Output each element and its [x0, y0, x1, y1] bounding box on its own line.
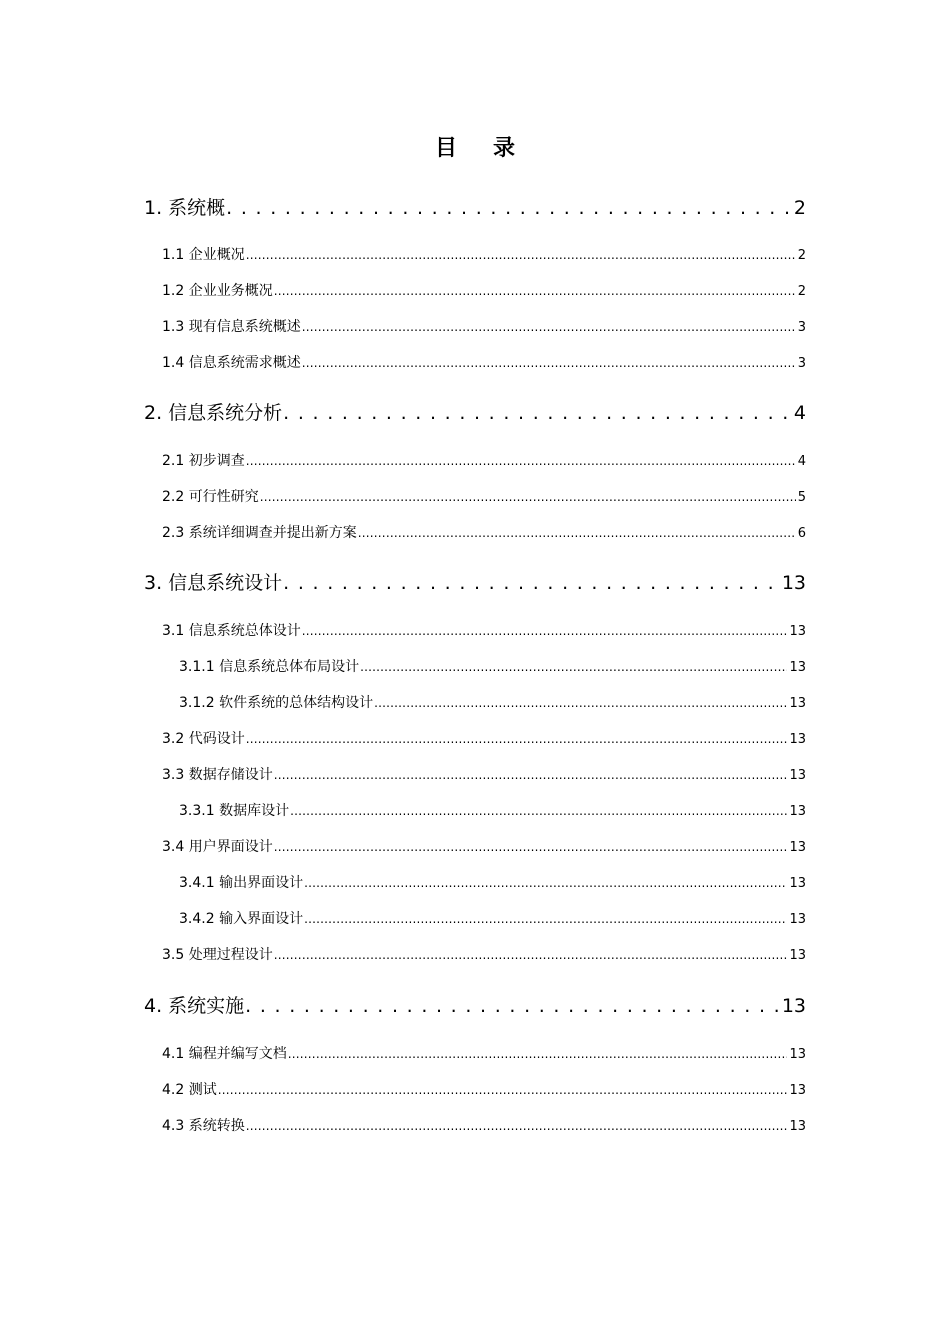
dot-leader: [302, 353, 796, 367]
toc-entry-section-4-1[interactable]: [162, 1044, 806, 1064]
dot-leader: [246, 451, 796, 465]
toc-entry-section-2-1[interactable]: [162, 451, 806, 471]
toc-entry-label: 3.3 数据存储设计: [162, 767, 273, 783]
toc-entry-page: 13: [789, 876, 806, 891]
toc-entry-label: 1. 系统概: [144, 197, 226, 219]
toc-entry-label: 4.3 系统转换: [162, 1118, 245, 1134]
toc-entry-label: 4.2 测试: [162, 1082, 217, 1098]
toc-entry-page: 3: [797, 356, 806, 371]
toc-entry-label: 2.2 可行性研究: [162, 489, 259, 505]
dot-leader: [374, 693, 787, 707]
toc-entry-section-3-1[interactable]: [162, 621, 806, 641]
toc-entry-label: 4.1 编程并编写文档: [162, 1046, 287, 1062]
toc-entry-section-3-3[interactable]: [162, 765, 806, 785]
toc-entry-page: 13: [789, 912, 806, 927]
toc-entry-section-4-2[interactable]: [162, 1080, 806, 1100]
toc-entry-page: 2: [797, 284, 806, 299]
dot-leader: [245, 993, 780, 1012]
toc-entry-page: 13: [789, 840, 806, 855]
toc-entry-label: 3. 信息系统设计: [144, 572, 283, 594]
dot-leader: [283, 400, 792, 419]
toc-entry-page: 13: [789, 948, 806, 963]
toc-entry-chapter-3[interactable]: [144, 570, 806, 596]
toc-entry-subsection-3-4-1[interactable]: [179, 873, 806, 893]
toc-entry-label: 3.1.2 软件系统的总体结构设计: [179, 695, 374, 711]
toc-entry-label: 3.4 用户界面设计: [162, 839, 273, 855]
toc-entry-section-2-3[interactable]: [162, 523, 806, 543]
toc-entry-label: 2. 信息系统分析: [144, 402, 283, 424]
toc-entry-chapter-2[interactable]: [144, 400, 806, 426]
toc-entry-label: 3.4.1 输出界面设计: [179, 875, 304, 891]
dot-leader: [274, 945, 788, 959]
toc-entry-chapter-4[interactable]: [144, 993, 806, 1019]
toc-entry-page: 13: [789, 732, 806, 747]
toc-entry-subsection-3-4-2[interactable]: [179, 909, 806, 929]
toc-entry-page: 2: [793, 197, 806, 219]
toc-entry-label: 1.4 信息系统需求概述: [162, 355, 301, 371]
toc-entry-section-1-4[interactable]: [162, 353, 806, 373]
dot-leader: [358, 523, 796, 537]
toc-entry-label: 3.2 代码设计: [162, 731, 245, 747]
toc-entry-section-3-2[interactable]: [162, 729, 806, 749]
toc-entry-label: 1.2 企业业务概况: [162, 283, 273, 299]
toc-entry-label: 1.3 现有信息系统概述: [162, 319, 301, 335]
dot-leader: [274, 837, 788, 851]
toc-entry-label: 3.5 处理过程设计: [162, 947, 273, 963]
toc-entry-page: 6: [797, 526, 806, 541]
dot-leader: [226, 195, 792, 214]
dot-leader: [274, 765, 788, 779]
dot-leader: [290, 801, 787, 815]
dot-leader: [288, 1044, 788, 1058]
toc-entry-page: 4: [797, 454, 806, 469]
toc-entry-label: 3.3.1 数据库设计: [179, 803, 290, 819]
dot-leader: [246, 245, 796, 259]
toc-entry-label: 3.1.1 信息系统总体布局设计: [179, 659, 360, 675]
dot-leader: [302, 621, 788, 635]
toc-title-char-1: 目: [434, 135, 457, 161]
toc-entry-section-3-4[interactable]: [162, 837, 806, 857]
toc-entry-page: 13: [781, 995, 806, 1017]
toc-entry-page: 13: [789, 1047, 806, 1062]
toc-entry-page: 4: [793, 402, 806, 424]
toc-entry-page: 13: [789, 696, 806, 711]
dot-leader: [260, 487, 796, 501]
dot-leader: [302, 317, 796, 331]
toc-entry-subsection-3-1-1[interactable]: [179, 657, 806, 677]
toc-entry-section-4-3[interactable]: [162, 1116, 806, 1136]
toc-entry-page: 13: [781, 572, 806, 594]
dot-leader: [246, 729, 788, 743]
toc-entry-page: 13: [789, 1119, 806, 1134]
toc-title: [0, 132, 950, 164]
toc-entry-section-1-1[interactable]: [162, 245, 806, 265]
toc-entry-chapter-1[interactable]: [144, 195, 806, 221]
toc-entry-page: 2: [797, 248, 806, 263]
toc-entry-page: 13: [789, 1083, 806, 1098]
dot-leader: [274, 281, 796, 295]
toc-entry-label: 3.1 信息系统总体设计: [162, 623, 301, 639]
dot-leader: [283, 570, 780, 589]
toc-entry-label: 1.1 企业概况: [162, 247, 245, 263]
dot-leader: [246, 1116, 788, 1130]
toc-entry-section-2-2[interactable]: [162, 487, 806, 507]
toc-entry-page: 5: [797, 490, 806, 505]
dot-leader: [360, 657, 787, 671]
toc-entry-page: 3: [797, 320, 806, 335]
toc-entry-section-1-2[interactable]: [162, 281, 806, 301]
dot-leader: [304, 909, 787, 923]
toc-entry-page: 13: [789, 768, 806, 783]
toc-entry-subsection-3-3-1[interactable]: [179, 801, 806, 821]
toc-entry-label: 2.3 系统详细调查并提出新方案: [162, 525, 357, 541]
toc-entry-label: 4. 系统实施: [144, 995, 245, 1017]
toc-title-char-2: 录: [493, 135, 516, 161]
toc-entry-label: 2.1 初步调查: [162, 453, 245, 469]
toc-entry-subsection-3-1-2[interactable]: [179, 693, 806, 713]
toc-entry-label: 3.4.2 输入界面设计: [179, 911, 304, 927]
dot-leader: [304, 873, 787, 887]
toc-entry-section-3-5[interactable]: [162, 945, 806, 965]
toc-entry-page: 13: [789, 804, 806, 819]
toc-entry-section-1-3[interactable]: [162, 317, 806, 337]
toc-entry-page: 13: [789, 624, 806, 639]
toc-entry-page: 13: [789, 660, 806, 675]
dot-leader: [218, 1080, 788, 1094]
